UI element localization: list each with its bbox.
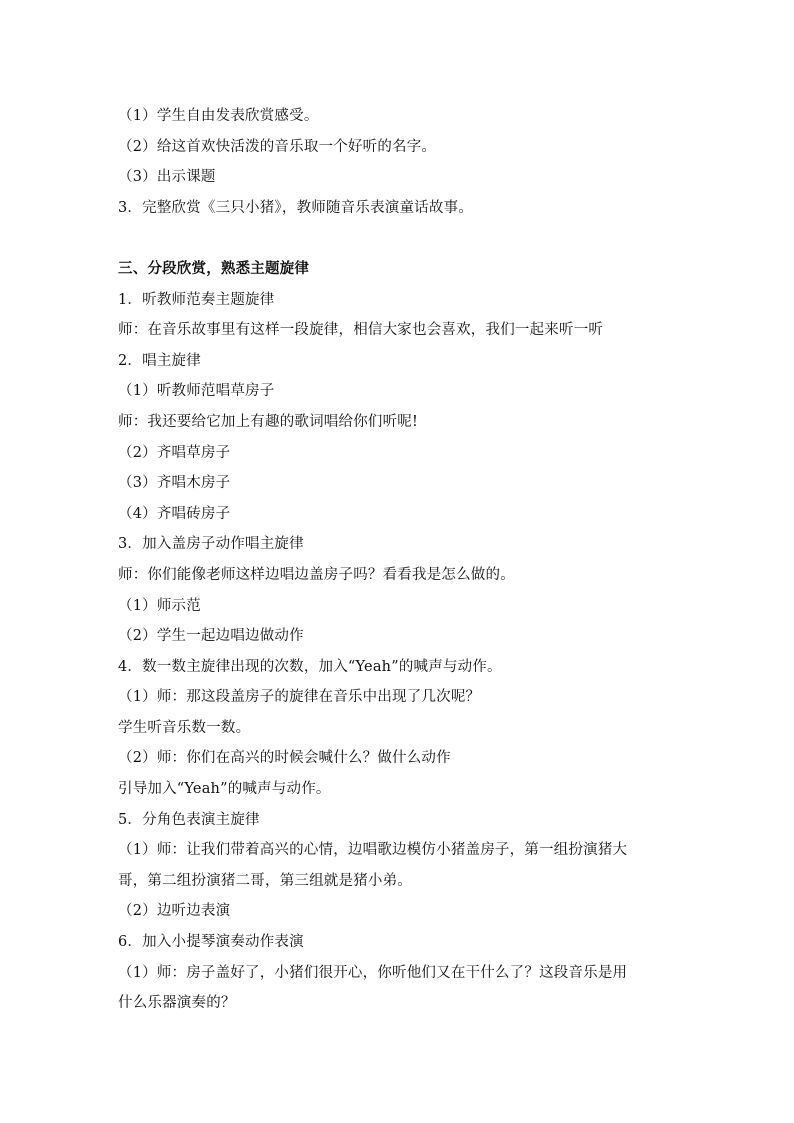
text-line: 哥，第二组扮演猪二哥，第三组就是猪小弟。 (118, 872, 412, 889)
text-line: （1）师：让我们带着高兴的心情，边唱歌边模仿小猪盖房子，第一组扮演猪大 (118, 842, 628, 859)
text-line: 5．分角色表演主旋律 (118, 811, 260, 828)
text-line: （2）学生一起边唱边做动作 (118, 628, 304, 645)
text-line: （1）听教师范唱草房子 (118, 383, 275, 400)
text-line: （1）学生自由发表欣赏感受。 (118, 108, 319, 124)
text-line: 2．唱主旋律 (118, 352, 201, 369)
text-line: 4．数一数主旋律出现的次数，加入“Yeah”的喊声与动作。 (118, 658, 502, 675)
text-line: 师：在音乐故事里有这样一段旋律，相信大家也会喜欢，我们一起来听一听 (118, 322, 604, 339)
text-line: 什么乐器演奏的？ (118, 995, 236, 1012)
text-line: （2）给这首欢快活泼的音乐取一个好听的名字。 (118, 138, 437, 155)
section-heading: 三、分段欣赏，熟悉主题旋律 (118, 259, 310, 277)
paragraph-spacer (118, 223, 678, 254)
text-line: （2）师：你们在高兴的时候会喊什么？做什么动作 (118, 750, 451, 767)
text-line: （2）边听边表演 (118, 903, 231, 920)
text-line: 引导加入“Yeah”的喊声与动作。 (118, 781, 331, 798)
text-line: 3．加入盖房子动作唱主旋律 (118, 536, 304, 553)
text-line: （2）齐唱草房子 (118, 444, 231, 461)
text-line: 3．完整欣赏《三只小猪》，教师随音乐表演童话故事。 (118, 199, 473, 216)
text-line: （3）齐唱木房子 (118, 475, 231, 492)
text-line: 1．听教师范奏主题旋律 (118, 291, 275, 308)
text-line: 6．加入小提琴演奏动作表演 (118, 934, 304, 951)
text-line: （1）师：那这段盖房子的旋律在音乐中出现了几次呢？ (118, 689, 481, 706)
text-line: 师：你们能像老师这样边唱边盖房子吗？看看我是怎么做的。 (118, 566, 515, 583)
text-line: 学生听音乐数一数。 (118, 719, 251, 736)
document-body (118, 101, 678, 1019)
text-line: （3）出示课题 (118, 169, 216, 186)
text-line: （4）齐唱砖房子 (118, 505, 231, 522)
text-line: 师：我还要给它加上有趣的歌词唱给你们听呢! (118, 413, 419, 430)
text-line: （1）师：房子盖好了，小猪们很开心，你听他们又在干什么了？这段音乐是用 (118, 964, 628, 981)
text-line: （1）师示范 (118, 597, 201, 614)
